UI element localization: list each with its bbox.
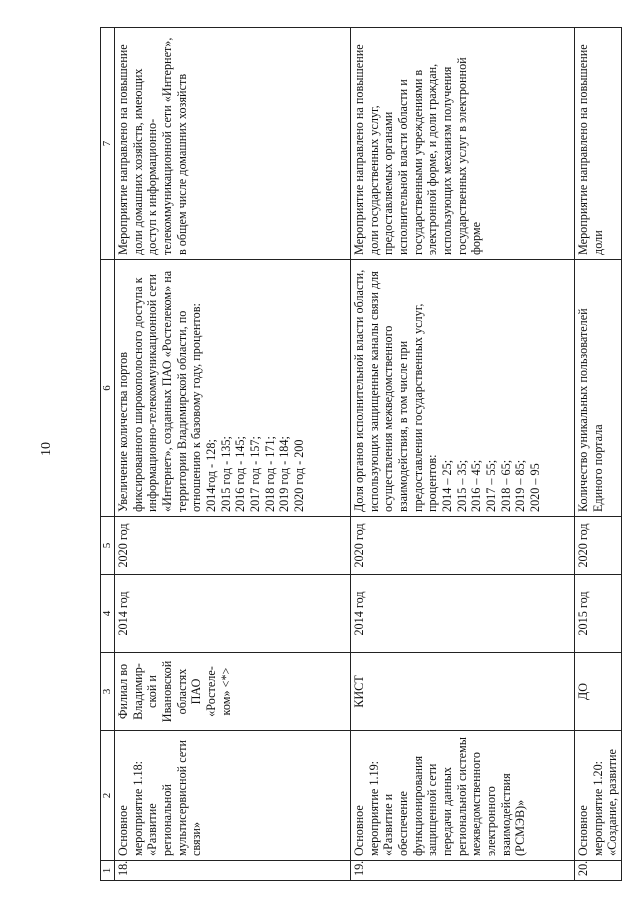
indicator: Количество уникальных пользователей Единого портала bbox=[575, 260, 622, 517]
column-number: 2 bbox=[101, 731, 115, 861]
row-number: 18. bbox=[115, 861, 351, 881]
start-year: 2014 год bbox=[351, 575, 575, 653]
program-events-table bbox=[100, 27, 622, 881]
page-number: 10 bbox=[39, 442, 54, 456]
row-number: 19. bbox=[351, 861, 575, 881]
end-year: 2020 год bbox=[575, 517, 622, 575]
expected-result: Мероприятие направлено на повышение доли государственных услуг, предоставляемых органами исполнительной власти области и государственными учреждениями в электронной форме, и доли граждан, использующих механизм получения государственных услуг в электронной форме bbox=[351, 28, 575, 260]
column-number: 3 bbox=[101, 653, 115, 731]
table-row bbox=[351, 28, 575, 881]
table-row bbox=[575, 28, 622, 881]
indicator: Увеличение количества портов фиксированного широкополосного доступа к информационно-телекоммуникационной сети «Интернет», созданных ПАО «Ростелеком» на территории Владимирской области, по отношению к базовому году, процентов: 2014год - 128; 2015 год - 135; 2016 год - 145; 2017 год - 157; 2018 год - 171; 2019 год - 184; 2020 год - 200 bbox=[115, 260, 351, 517]
event-name: Основное мероприятие 1.20: «Создание, развитие bbox=[575, 731, 622, 861]
column-number: 5 bbox=[101, 517, 115, 575]
rotated-page-stage bbox=[100, 28, 620, 881]
executor: ДО bbox=[575, 653, 622, 731]
end-year: 2020 год bbox=[351, 517, 575, 575]
indicator: Доля органов исполнительной власти области, использующих защищенные каналы связи для осуществления межведомственного взаимодействия, в том числе при предоставлении государственных услуг, процентов: 2014 – 25; 2015 – 35; 2016 – 45; 2017 – 55; 2018 – 65; 2019 – 85; 2020 – 95 bbox=[351, 260, 575, 517]
end-year: 2020 год bbox=[115, 517, 351, 575]
event-name: Основное мероприятие 1.18: «Развитие региональной мультисервисной сети связи» bbox=[115, 731, 351, 861]
executor: КИСТ bbox=[351, 653, 575, 731]
event-name: Основное мероприятие 1.19: «Развитие и обеспечение функционирования защищенной сети передачи данных региональной системы межведомственного электронного взаимодействия (РСМЭВ)» bbox=[351, 731, 575, 861]
executor: Филиал во Владимир- ской и Ивановской областях ПАО «Ростеле- ком» <*> bbox=[115, 653, 351, 731]
table-row bbox=[115, 28, 351, 881]
start-year: 2014 год bbox=[115, 575, 351, 653]
column-number: 1 bbox=[101, 861, 115, 881]
column-number: 4 bbox=[101, 575, 115, 653]
row-number: 20. bbox=[575, 861, 622, 881]
expected-result: Мероприятие направлено на повышение доли bbox=[575, 28, 622, 260]
start-year: 2015 год bbox=[575, 575, 622, 653]
rotated-table-wrapper bbox=[100, 28, 620, 881]
column-number: 7 bbox=[101, 28, 115, 260]
column-number: 6 bbox=[101, 260, 115, 517]
expected-result: Мероприятие направлено на повышение доли домашних хозяйств, имеющих доступ к информационно-телекоммуникационной сети «Интернет», в общем числе домашних хозяйств bbox=[115, 28, 351, 260]
column-number-row bbox=[101, 28, 115, 881]
